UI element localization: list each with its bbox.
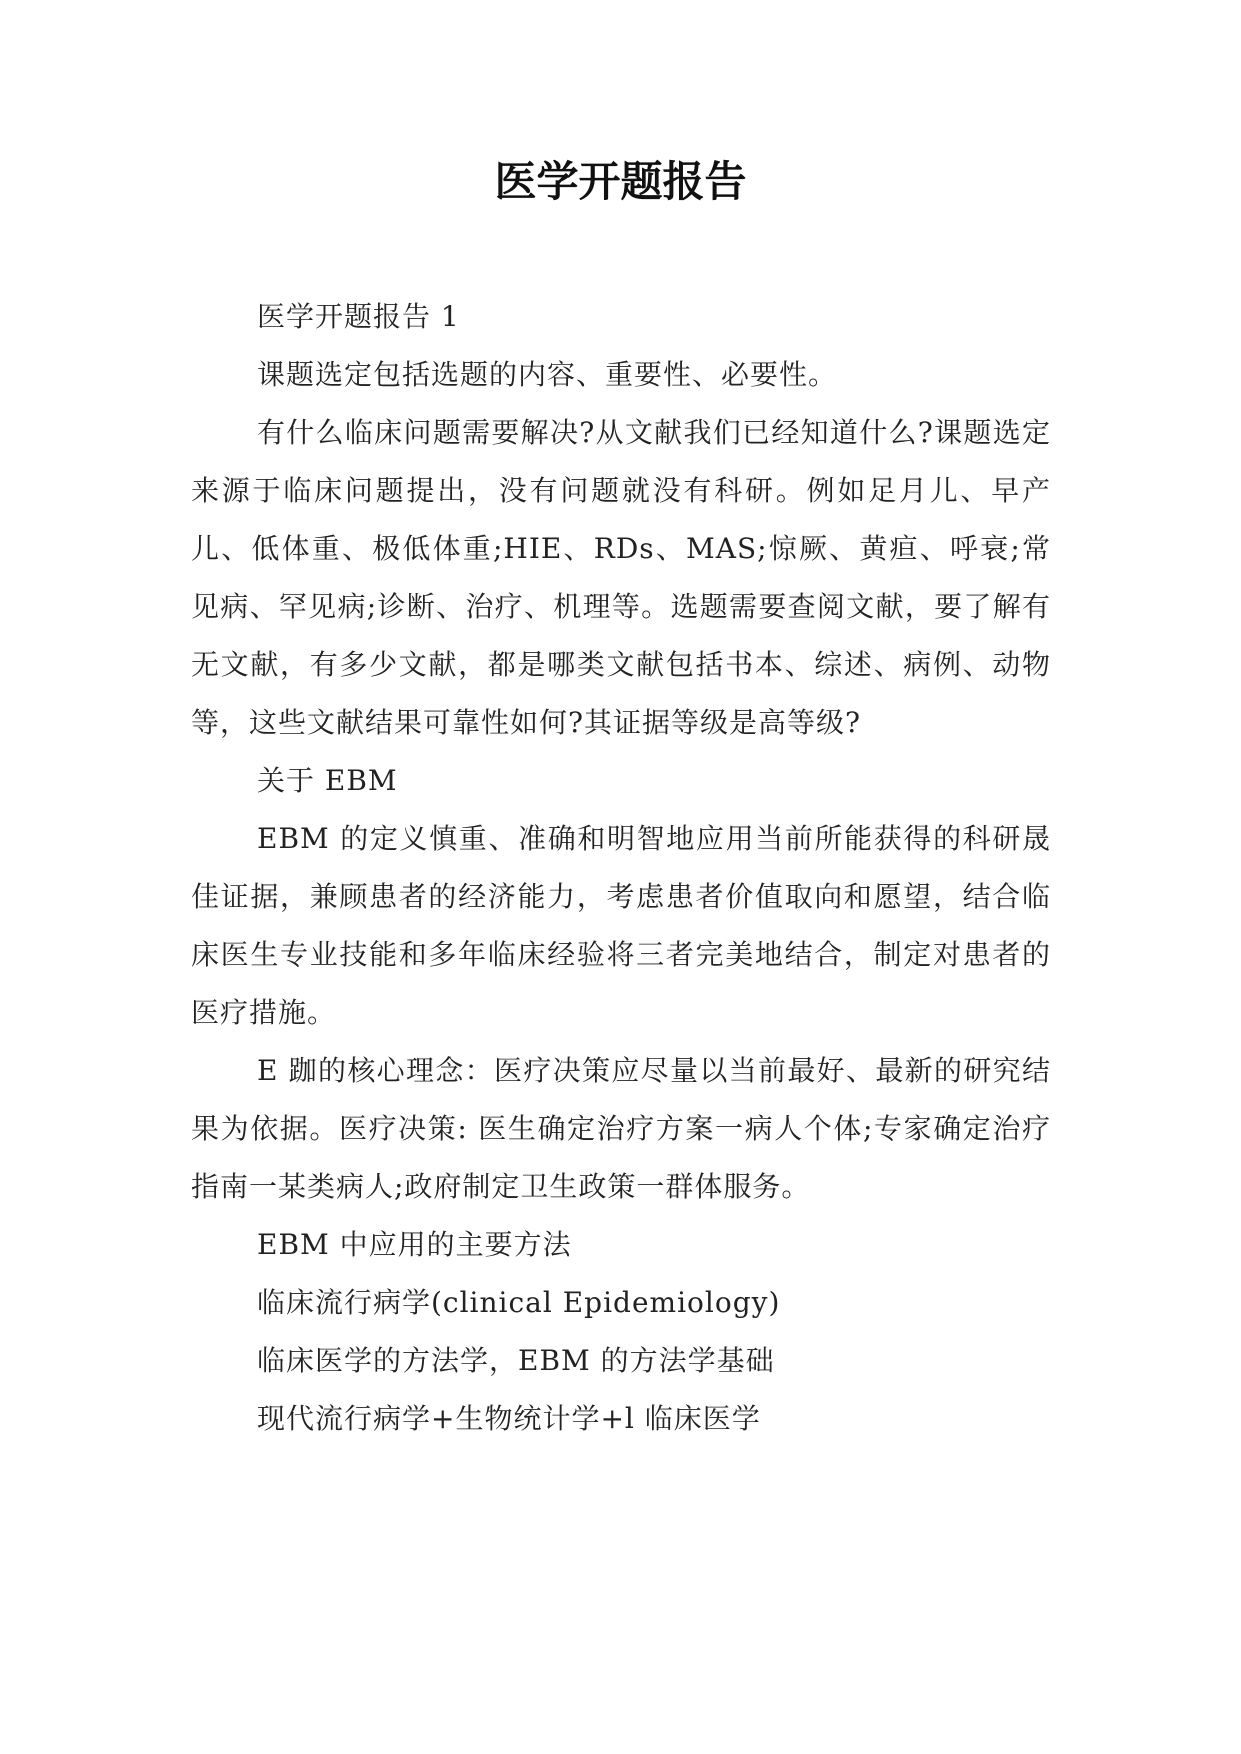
- document-title: 医学开题报告: [494, 157, 747, 206]
- paragraph-methodology: 临床医学的方法学，EBM 的方法学基础: [257, 1344, 775, 1377]
- paragraph-ebm-methods: EBM 中应用的主要方法: [257, 1228, 572, 1261]
- paragraph-topic-selection: 课题选定包括选题的内容、重要性、必要性。: [257, 358, 838, 391]
- document-body: [191, 288, 1051, 1448]
- paragraph-clinical-questions: 有什么临床问题需要解决?从文献我们已经知道什么?课题选定来源于临床问题提出，没有问题就没有科研。例如足月儿、早产儿、低体重、极低体重;HIE、RDs、MAS;惊厥、黄疸、呼衰;常见病、罕见病;诊断、治疗、机理等。选题需要查阅文献，要了解有无文献，有多少文献，都是哪类文献包括书本、综述、病例、动物等，这些文献结果可靠性如何?其证据等级是高等级?: [191, 416, 1051, 739]
- paragraph-modern-epidemiology: 现代流行病学+生物统计学+l 临床医学: [257, 1402, 761, 1435]
- paragraph-about-ebm: 关于 EBM: [257, 764, 398, 797]
- paragraph-section-heading: 医学开题报告 1: [257, 300, 460, 333]
- paragraph-ebm-core-idea: E 跏的核心理念：医疗决策应尽量以当前最好、最新的研究结果为依据。医疗决策: 医生确定治疗方案一病人个体;专家确定治疗指南一某类病人;政府制定卫生政策一群体服务。: [191, 1054, 1051, 1203]
- paragraph-ebm-definition: EBM 的定义慎重、准确和明智地应用当前所能获得的科研晟佳证据，兼顾患者的经济能力，考虑患者价值取向和愿望，结合临床医生专业技能和多年临床经验将三者完美地结合，制定对患者的医疗措施。: [191, 822, 1051, 1029]
- paragraph-clinical-epidemiology: 临床流行病学(clinical Epidemiology): [257, 1286, 781, 1319]
